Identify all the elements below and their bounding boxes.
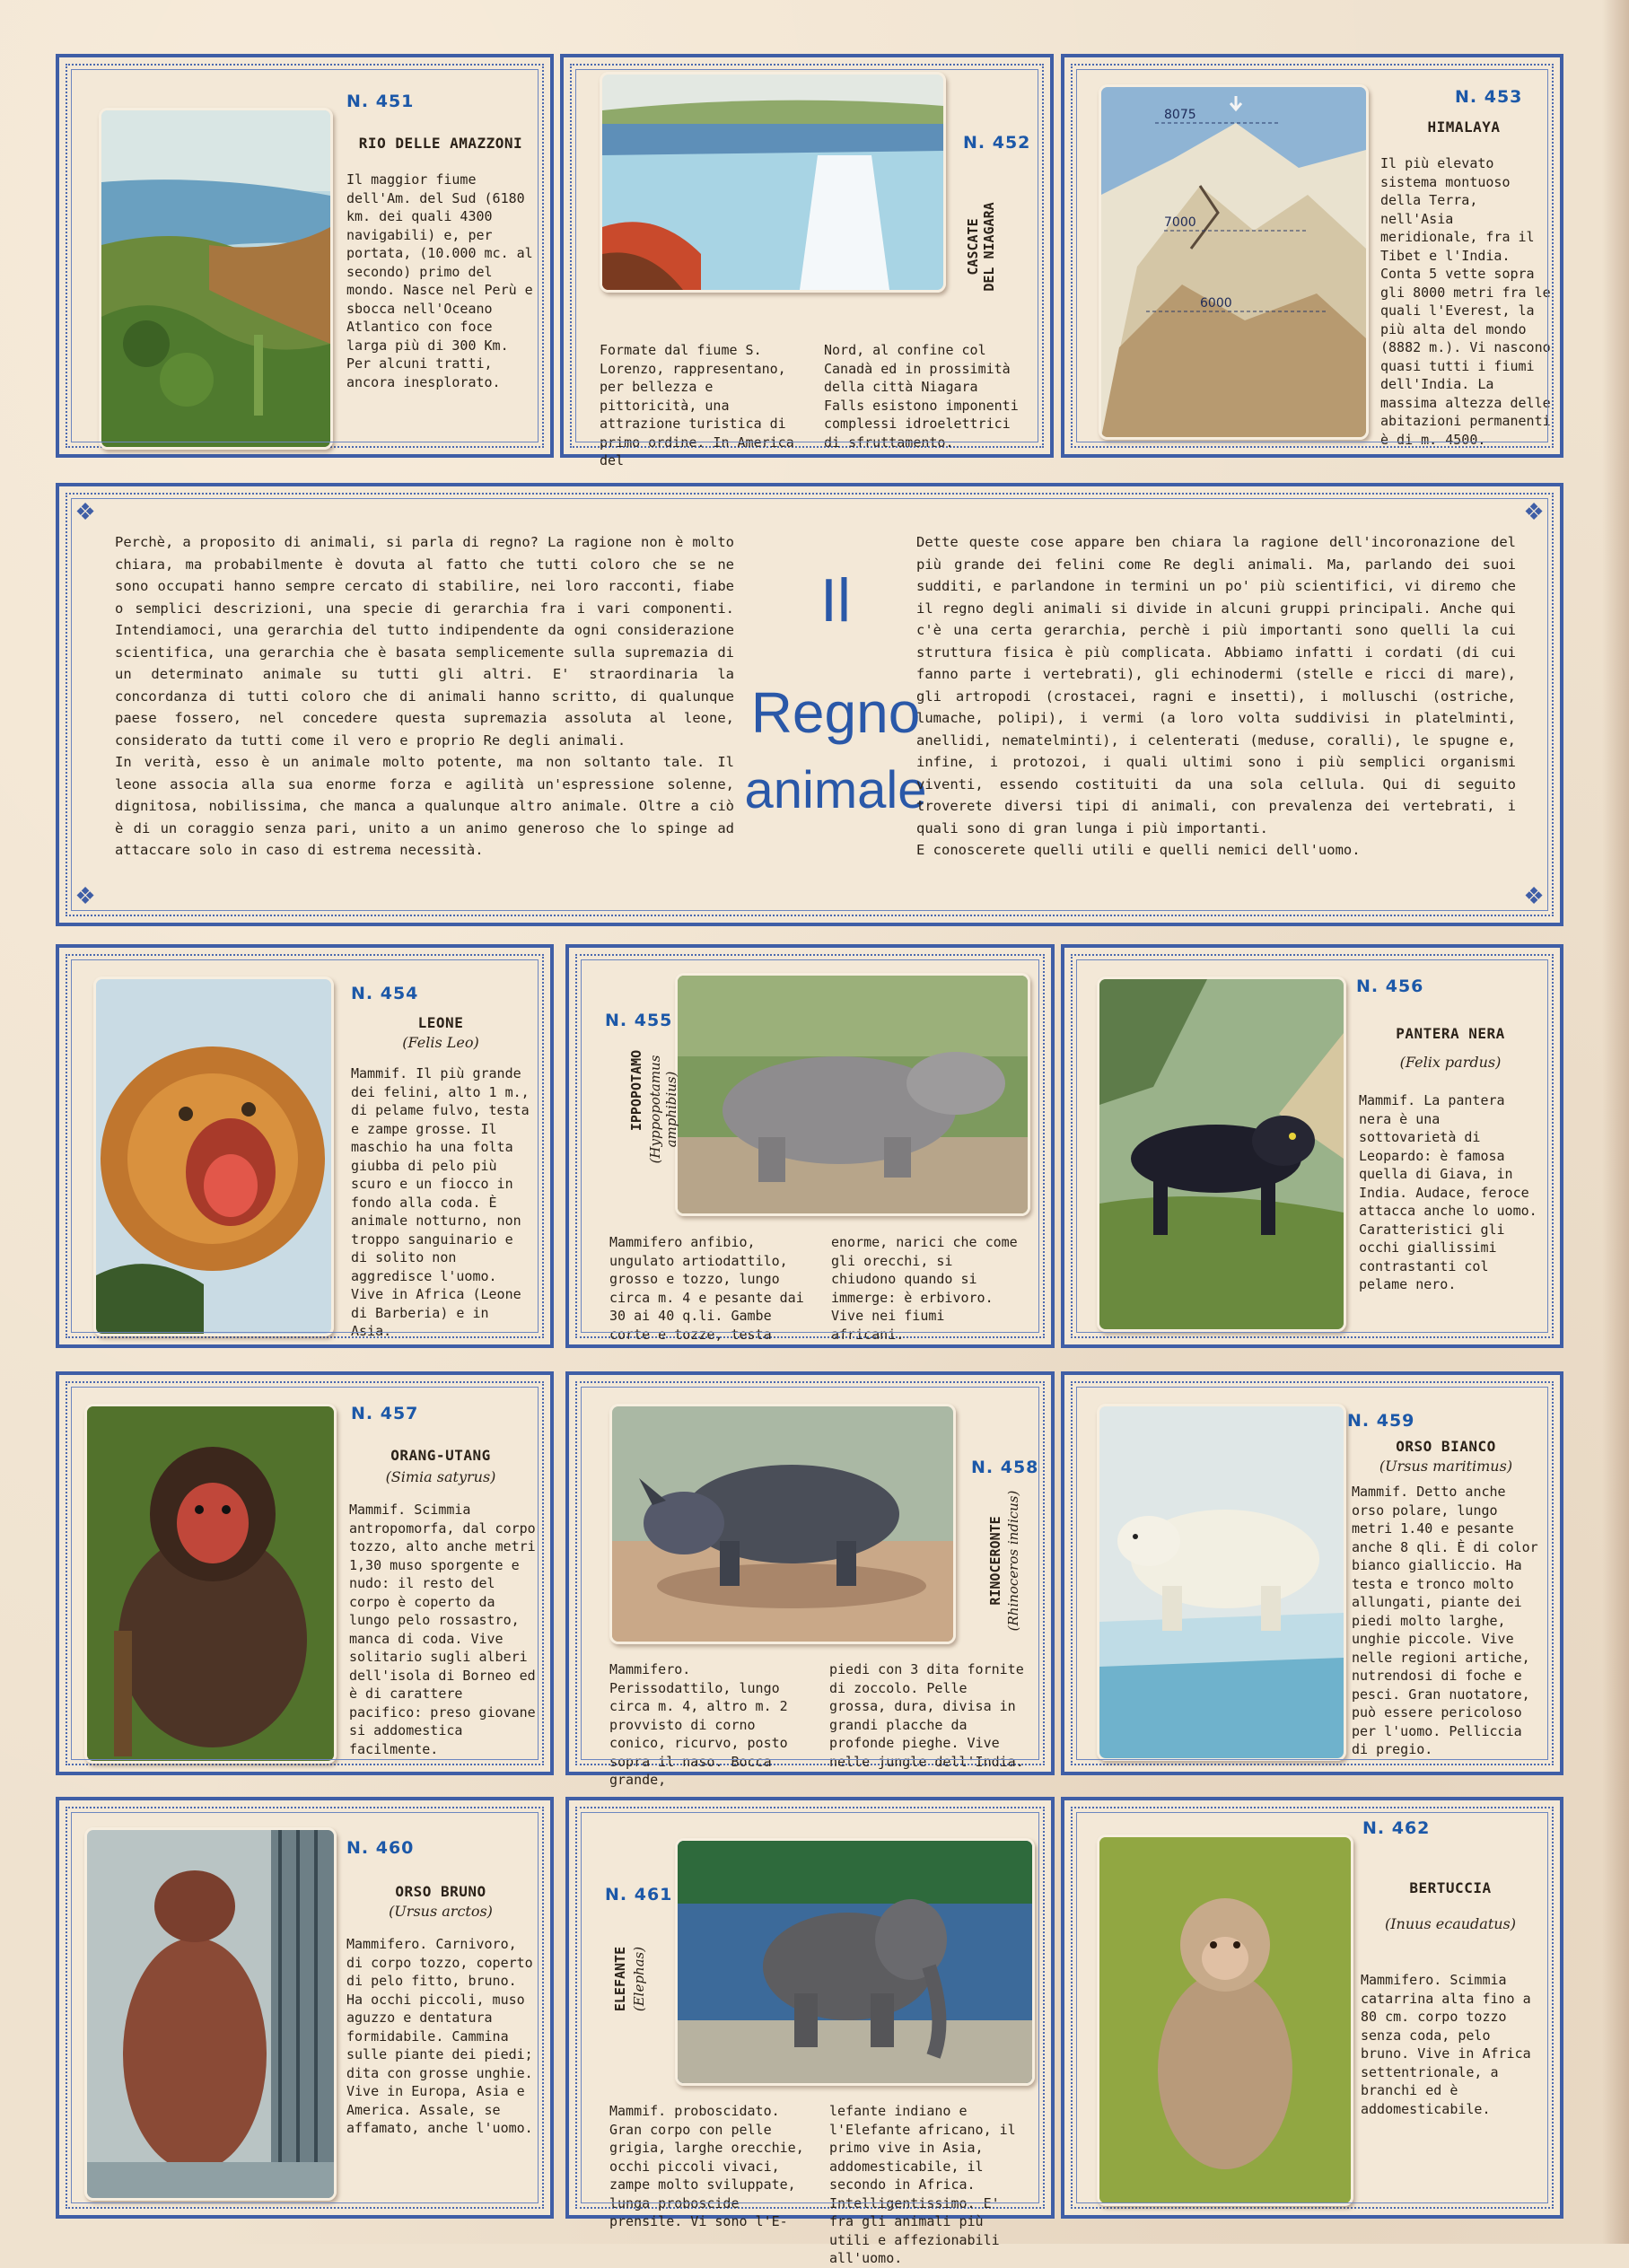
card-scientific-name: (Ursus arctos) bbox=[389, 1903, 493, 1920]
intro-title-line: Il bbox=[820, 566, 851, 635]
card-scientific-name: (Felix pardus) bbox=[1399, 1054, 1502, 1071]
intro-paragraph: E conoscerete quelli utili e quelli nemici dell'uomo. bbox=[916, 842, 1361, 858]
card-description: Mammifero. Carnivoro, di corpo tozzo, coperto di pelo fitto, bruno. Ha occhi piccoli, muso aguzzo e dentatura formidabile. Cammina sulle piante dei piedi; dita con grosse unghie. Vive in Europa, Asia e America. Assale, se affamato, anche l'uomo. bbox=[346, 1936, 533, 2136]
card-description-right: lefante indiano e l'Elefante africano, il primo vive in Asia, addomesticabile, il secondo in Africa. Intelligentissimo. E' fra gli animali più utili e affezionabili all'uomo. bbox=[829, 2103, 1016, 2266]
card-scientific-name-line: amphibius) bbox=[663, 1071, 679, 1148]
card-description-left: Mammifero. Perissodattilo, lungo circa m. 4, altro m. 2 provvisto di corno conico, ricurvo, posto sopra il naso. Bocca grande, bbox=[609, 1661, 788, 1788]
sticker-amazon-river bbox=[99, 108, 333, 450]
card-scientific-name: (Felis Leo) bbox=[402, 1034, 479, 1051]
ornament-icon: ❖ bbox=[1523, 883, 1545, 910]
card-number: N. 459 bbox=[1347, 1411, 1415, 1431]
card-459 bbox=[1061, 1371, 1563, 1775]
card-description-left: Mammifero anfibio, ungulato artiodattilo, grosso e tozzo, lungo circa m. 4 e pesante dai 30 ai 40 q.li. Gambe corte e tozze, testa bbox=[609, 1234, 804, 1343]
card-description-right: enorme, narici che come gli orecchi, si chiudono quando si immerge: è erbivoro. Vive nei fiumi africani. bbox=[831, 1234, 1018, 1343]
card-scientific-name: (Inuus ecaudatus) bbox=[1384, 1915, 1516, 1932]
card-scientific-name: (Ursus maritimus) bbox=[1379, 1458, 1513, 1475]
intro-title-line: animale bbox=[744, 761, 927, 820]
card-title: ORANG-UTANG bbox=[390, 1447, 491, 1464]
card-description: Mammifero. Scimmia catarrina alta fino a 80 cm. corpo tozzo senza coda, pelo bruno. Vive in Africa settentrionale, a branchi ed è addomesticabile. bbox=[1361, 1972, 1531, 2117]
sticker-black-panther bbox=[1097, 976, 1346, 1332]
himalaya-altitude-label: 7000 bbox=[1164, 215, 1196, 230]
card-description: Mammif. La pantera nera è una sottovarietà di Leopardo: è famosa quella di Giava, in India. Audace, feroce attacca anche lo uomo. Caratteristici gli occhi giallissimi contrastanti col pelame nero. bbox=[1359, 1092, 1537, 1292]
card-description: Mammif. Detto anche orso polare, lungo metri 1.40 e pesante anche 8 qli. È di color bianco gialliccio. Ha testa e tronco molto allungati, piante dei piedi molto larghe, unghie piccole. Vive nelle regioni artiche, nutrendosi di foche e pesci. Gran nuotatore, può essere pericoloso per l'uomo. Pelliccia di pregio. bbox=[1352, 1484, 1538, 1757]
card-453 bbox=[1061, 54, 1563, 458]
himalaya-altitude-label: 6000 bbox=[1200, 296, 1232, 311]
sticker-orangutan bbox=[84, 1404, 337, 1764]
ornament-icon: ❖ bbox=[74, 883, 96, 910]
card-460 bbox=[56, 1797, 554, 2219]
sticker-rhinoceros bbox=[609, 1404, 956, 1644]
card-description-left: Formate dal fiume S. Lorenzo, rappresentano, per bellezza e pittoricità, una attrazione turistica di primo ordine. In America del bbox=[600, 342, 794, 468]
card-456 bbox=[1061, 944, 1563, 1348]
card-number: N. 454 bbox=[351, 984, 419, 1003]
card-description: Il maggior fiume dell'Am. del Sud (6180 km. dei quali 4300 navigabili) e, per portata, (10.000 mc. al secondo) primo del mondo. Nasce nel Perù e sbocca nell'Oceano Atlantico con foce larga più di 300 Km. Per alcuni tratti, ancora inesplorato. bbox=[346, 171, 533, 390]
card-title-line: DEL NIAGARA bbox=[981, 202, 997, 292]
card-title: LEONE bbox=[417, 1014, 464, 1031]
card-451 bbox=[56, 54, 554, 458]
card-number: N. 458 bbox=[971, 1458, 1039, 1477]
himalaya-altitude-label: 8075 bbox=[1164, 108, 1196, 122]
card-title: BERTUCCIA bbox=[1409, 1879, 1492, 1896]
card-title: PANTERA NERA bbox=[1396, 1025, 1505, 1042]
card-description: Il più elevato sistema montuoso della Terra, nell'Asia meridionale, fra il Tibet e l'India. Conta 5 vette sopra gli 8000 metri fra le quali l'Everest, la più alta del mondo (8882 m.). Vi nascono quasi tutti i fiumi dell'India. La massima altezza delle abitazioni permanenti è di m. 4500. bbox=[1380, 155, 1551, 448]
intro-paragraph: Perchè, a proposito di animali, si parla di regno? La ragione non è molto chiara, ma probabilmente è dovuta al fatto che tutti coloro che se ne sono occupati hanno sempre cercato di stabilire, nei loro racconti, fiabe o semplici descrizioni, una specie di gerarchia fra i vari componenti. Intendiamoci, una gerarchia del tutto indipendente da ogni considerazione scientifica, una gerarchia che è basata semplicemente sulla supremazia di un determinato animale su tutti gli altri. E' straordinaria la concordanza di tutti coloro che di animali hanno scritto, di qualunque paese fossero, nel concedere questa supremazia assoluta al leone, considerato da tutti come il vero e proprio Re degli animali. bbox=[115, 534, 734, 749]
card-number: N. 451 bbox=[346, 92, 415, 111]
intro-paragraph: Dette queste cose appare ben chiara la ragione dell'incoronazione del più grande dei felini come Re degli animali. Ma, parlando dei suoi sudditi, e parlandone in termini un po' più scientifici, vi diremo che il regno degli animali si divide in alcuni gruppi principali. Anche qui c'è una certa gerarchia, perchè i più importanti sono quelli la cui struttura fisica è più complicata. Abbiamo infatti i cordati (di cui fanno parte i vertebrati), gli echinodermi (stelle e ricci di mare), gli artropodi (crostacei, ragni e insetti), i molluschi (ostriche, lumache, polipi), i vermi (a loro volta suddivisi in platelminti, anellidi, nematelminti), i celenterati (meduse, coralli), le spugne e, infine, i protozoi, i quali ultimi sono i più semplici organismi viventi, essendo costituiti da una sola cellula. Qui di seguito troverete diversi tipi di animali, con prevalenza dei vertebrati, i quali sono di gran lunga i più importanti. bbox=[916, 534, 1516, 836]
card-number: N. 452 bbox=[963, 133, 1031, 153]
card-number: N. 453 bbox=[1455, 87, 1523, 107]
card-description-right: piedi con 3 dita fornite di zoccolo. Pelle grossa, dura, divisa in grandi placche da profonde pieghe. Vive nelle jungle dell'India. bbox=[829, 1661, 1024, 1770]
sticker-polar-bear bbox=[1097, 1404, 1346, 1761]
card-description-left: Mammif. proboscidato. Gran corpo con pelle grigia, larghe orecchie, occhi piccoli vivaci, zampe molto sviluppate, lunga proboscide prensile. Vi sono l'E- bbox=[609, 2103, 804, 2229]
sticker-brown-bear bbox=[84, 1827, 337, 2201]
card-454 bbox=[56, 944, 554, 1348]
intro-paragraph: In verità, esso è un animale molto potente, ma non soltanto tale. Il leone associa alla sua enorme forza e agilità un'espressione solenne, dignitosa, nobilissima, che manca a qualunque altro animale. Oltre a ciò è di un coraggio senza pari, unito a un animo generoso che lo spinge ad attaccare solo in caso di estrema necessità. bbox=[115, 754, 734, 858]
card-462 bbox=[1061, 1797, 1563, 2219]
card-458 bbox=[565, 1371, 1055, 1788]
ornament-icon: ❖ bbox=[74, 499, 96, 526]
page-gutter bbox=[1602, 0, 1629, 2244]
sticker-himalaya bbox=[1099, 84, 1369, 440]
sticker-niagara-falls bbox=[600, 72, 946, 293]
card-457 bbox=[56, 1371, 554, 1775]
card-title: ORSO BIANCO bbox=[1396, 1438, 1496, 1455]
sticker-hippopotamus bbox=[675, 973, 1030, 1216]
card-title: ELEFANTE bbox=[612, 1946, 628, 2012]
card-scientific-name: (Rhinoceros indicus) bbox=[1005, 1490, 1021, 1632]
card-number: N. 460 bbox=[346, 1838, 415, 1858]
card-455 bbox=[565, 944, 1055, 1348]
sticker-barbary-macaque bbox=[1097, 1835, 1353, 2206]
intro-right-text bbox=[916, 531, 1516, 862]
intro-title-line: Regno bbox=[750, 679, 921, 745]
card-title bbox=[965, 180, 997, 314]
card-scientific-name: (Simia satyrus) bbox=[385, 1468, 496, 1485]
card-title-line: CASCATE bbox=[965, 218, 981, 276]
intro-panel bbox=[56, 483, 1563, 926]
card-description-right: Nord, al confine col Canadà ed in prossimità della città Niagara Falls esistono imponenti complessi idroelettrici di sfruttamento. bbox=[824, 342, 1019, 451]
card-scientific-name-line: (Hyppopotamus bbox=[647, 1055, 663, 1164]
card-number: N. 457 bbox=[351, 1404, 419, 1423]
sticker-lion bbox=[93, 976, 334, 1336]
card-title: HIMALAYA bbox=[1427, 118, 1501, 136]
card-number: N. 461 bbox=[605, 1885, 673, 1905]
card-title: ORSO BRUNO bbox=[395, 1883, 486, 1900]
card-title: RINOCERONTE bbox=[987, 1516, 1003, 1606]
card-title: IPPOPOTAMO bbox=[628, 1049, 644, 1132]
ornament-icon: ❖ bbox=[1523, 499, 1545, 526]
card-scientific-name bbox=[647, 1038, 679, 1181]
card-461 bbox=[565, 1797, 1055, 2266]
intro-title bbox=[728, 567, 943, 819]
card-number: N. 456 bbox=[1356, 976, 1424, 996]
intro-left-text bbox=[115, 531, 734, 862]
sticker-elephant bbox=[675, 1838, 1035, 2086]
card-title: RIO DELLE AMAZZONI bbox=[358, 135, 523, 152]
card-description: Mammif. Il più grande dei felini, alto 1 m., di pelame fulvo, testa e zampe grosse. Il maschio ha una folta giubba di pelo più scuro e un fiocco in fondo alla coda. È animale notturno, non troppo sanguinario e di solito non aggredisce l'uomo. Vive in Africa (Leone di Barberia) e in Asia. bbox=[351, 1065, 530, 1339]
card-number: N. 462 bbox=[1362, 1818, 1431, 1838]
card-452 bbox=[560, 54, 1054, 468]
card-description: Mammif. Scimmia antropomorfa, dal corpo tozzo, alto anche metri 1,30 muso sporgente e nudo: il resto del corpo è coperto da lungo pelo rossastro, manca di coda. Vive solitario sugli alberi dell'isola di Borneo ed è di carattere pacifico: preso giovane si addomestica facilmente. bbox=[349, 1502, 536, 1757]
card-number: N. 455 bbox=[605, 1011, 673, 1030]
card-scientific-name: (Elephas) bbox=[631, 1946, 647, 2012]
